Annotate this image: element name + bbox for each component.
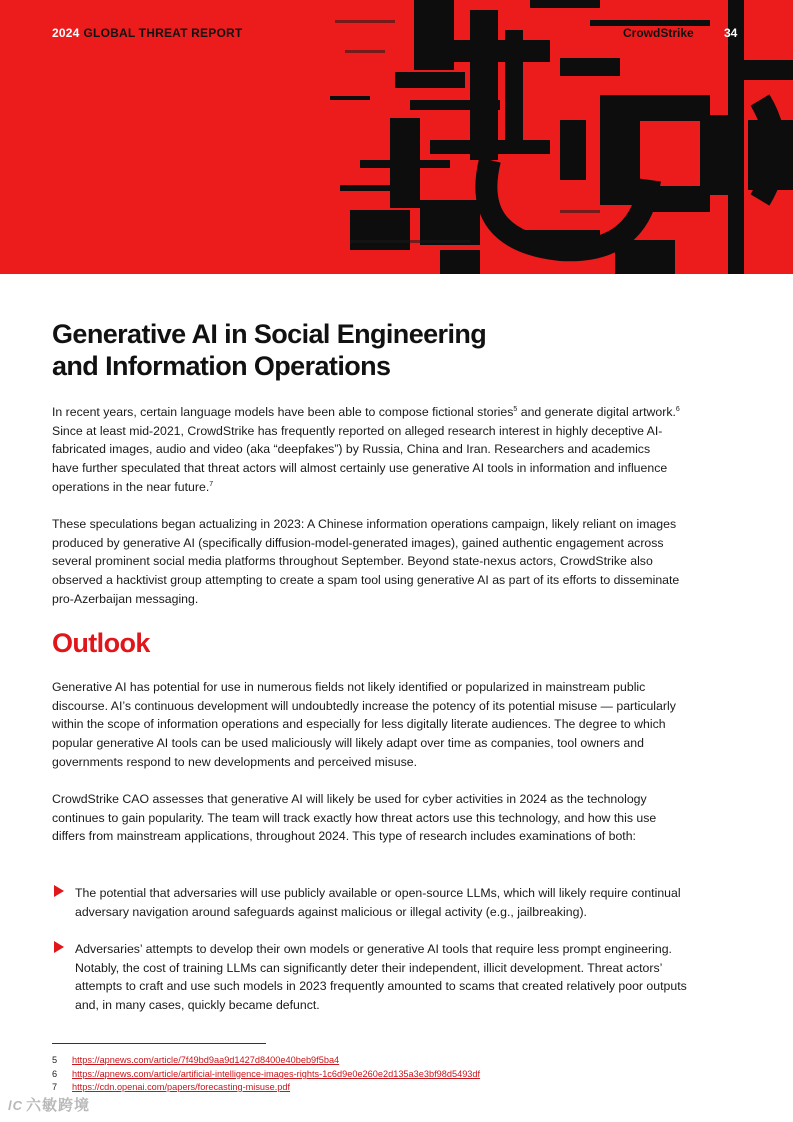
- page-number: 34: [724, 26, 738, 40]
- report-header: [52, 26, 242, 40]
- footnote-divider: [52, 1043, 266, 1044]
- footnote-ref-5[interactable]: 5: [513, 406, 518, 413]
- triangle-bullet-icon: [54, 885, 64, 897]
- footnote-7: [52, 1081, 290, 1093]
- section-title-line2: and Information Operations: [52, 351, 391, 381]
- bullet-item-1: The potential that adversaries will use publicly available or open-source LLMs, which will likely require continual adversary navigation around safeguards against malicious or illegal activity (e.g., jailbreaking).: [75, 886, 681, 919]
- footnote-6: [52, 1068, 480, 1080]
- footnote-number: 6: [52, 1069, 58, 1079]
- footnote-ref-7[interactable]: 7: [209, 480, 214, 488]
- section-paragraph-2: These speculations began actualizing in 2023: A Chinese information operations campaign, likely reliant on images produced by generative AI (specifically diffusion-model-generated images), gained authentic engagement across several prominent social media platforms throughout September. Beyond state-nexus actors, CrowdStrike also observed a hacktivist group attempting to create a spam tool using generative AI as part of its efforts to disseminate pro-Azerbaijan messaging.: [52, 517, 680, 606]
- report-year: 2024: [52, 26, 80, 40]
- footnote-number: 5: [52, 1055, 58, 1065]
- watermark-text: 六敏跨境: [26, 1097, 91, 1114]
- outlook-paragraph-1: Generative AI has potential for use in numerous fields not likely identified or popularized in mainstream public discourse. AI’s continuous development will undoubtedly increase the potency of its potential misuse — particularly within the scope of information operations and especially for less digitally literate audiences. The degree to which popular generative AI tools can be used maliciously will likely adapt over time as companies, tool owners and governments respond to new developments and perceived misuse.: [52, 680, 676, 769]
- footnote-5: [52, 1054, 339, 1066]
- brand-name: CrowdStrike: [623, 26, 694, 40]
- header-banner: [0, 0, 793, 274]
- section-title: [52, 318, 652, 382]
- bullet-item-2: Adversaries’ attempts to develop their own models or generative AI tools that require less prompt engineering. Notably, the cost of training LLMs can significantly deter their independent, illicit development. Threat actors’ attempts to craft and use such models in 2023 frequently amounted to scams that created relatively poor outputs and, in many cases, quickly became defunct.: [75, 942, 687, 1013]
- footnote-number: 7: [52, 1082, 58, 1092]
- footnote-ref-6[interactable]: 6: [675, 406, 680, 413]
- section-title-line1: Generative AI in Social Engineering: [52, 319, 487, 349]
- footnote-link-6[interactable]: https://apnews.com/article/artificial-intelligence-images-rights-1c6d9e0e260e2d135a3e3bf98d5493df: [72, 1069, 481, 1079]
- outlook-paragraph-2: CrowdStrike CAO assesses that generative AI will likely be used for cyber activities in 2024 as the technology continues to gain popularity. The team will track exactly how threat actors use this technology, and how this use differs from mainstream applications, throughout 2024. This type of research includes examinations of both:: [52, 792, 657, 844]
- report-title: GLOBAL THREAT REPORT: [83, 26, 243, 40]
- footnote-link-7[interactable]: https://cdn.openai.com/papers/forecasting-misuse.pdf: [72, 1082, 291, 1092]
- glitch-artwork: [0, 0, 793, 274]
- footnote-link-5[interactable]: https://apnews.com/article/7f49bd9aa9d1427d8400e40beb9f5ba4: [72, 1055, 340, 1065]
- watermark: [8, 1094, 90, 1115]
- outlook-heading: Outlook: [52, 628, 150, 658]
- triangle-bullet-icon: [54, 941, 64, 953]
- watermark-logo-icon: lC: [8, 1098, 23, 1113]
- section-paragraph-1: In recent years, certain language models have been able to compose fictional stories$^5$ and generate digital artwork.$^6$ Since at least mid-2021, CrowdStrike has frequently reported on alleged research interest in highly deceptive AI-fabricated images, audio and video (aka “deepfakes”) by Russia, China and Iran. Researchers and academics have further speculated that threat actors will almost certainly use generative AI tools in information and influence operations in the near future.$^7$: [52, 405, 680, 494]
